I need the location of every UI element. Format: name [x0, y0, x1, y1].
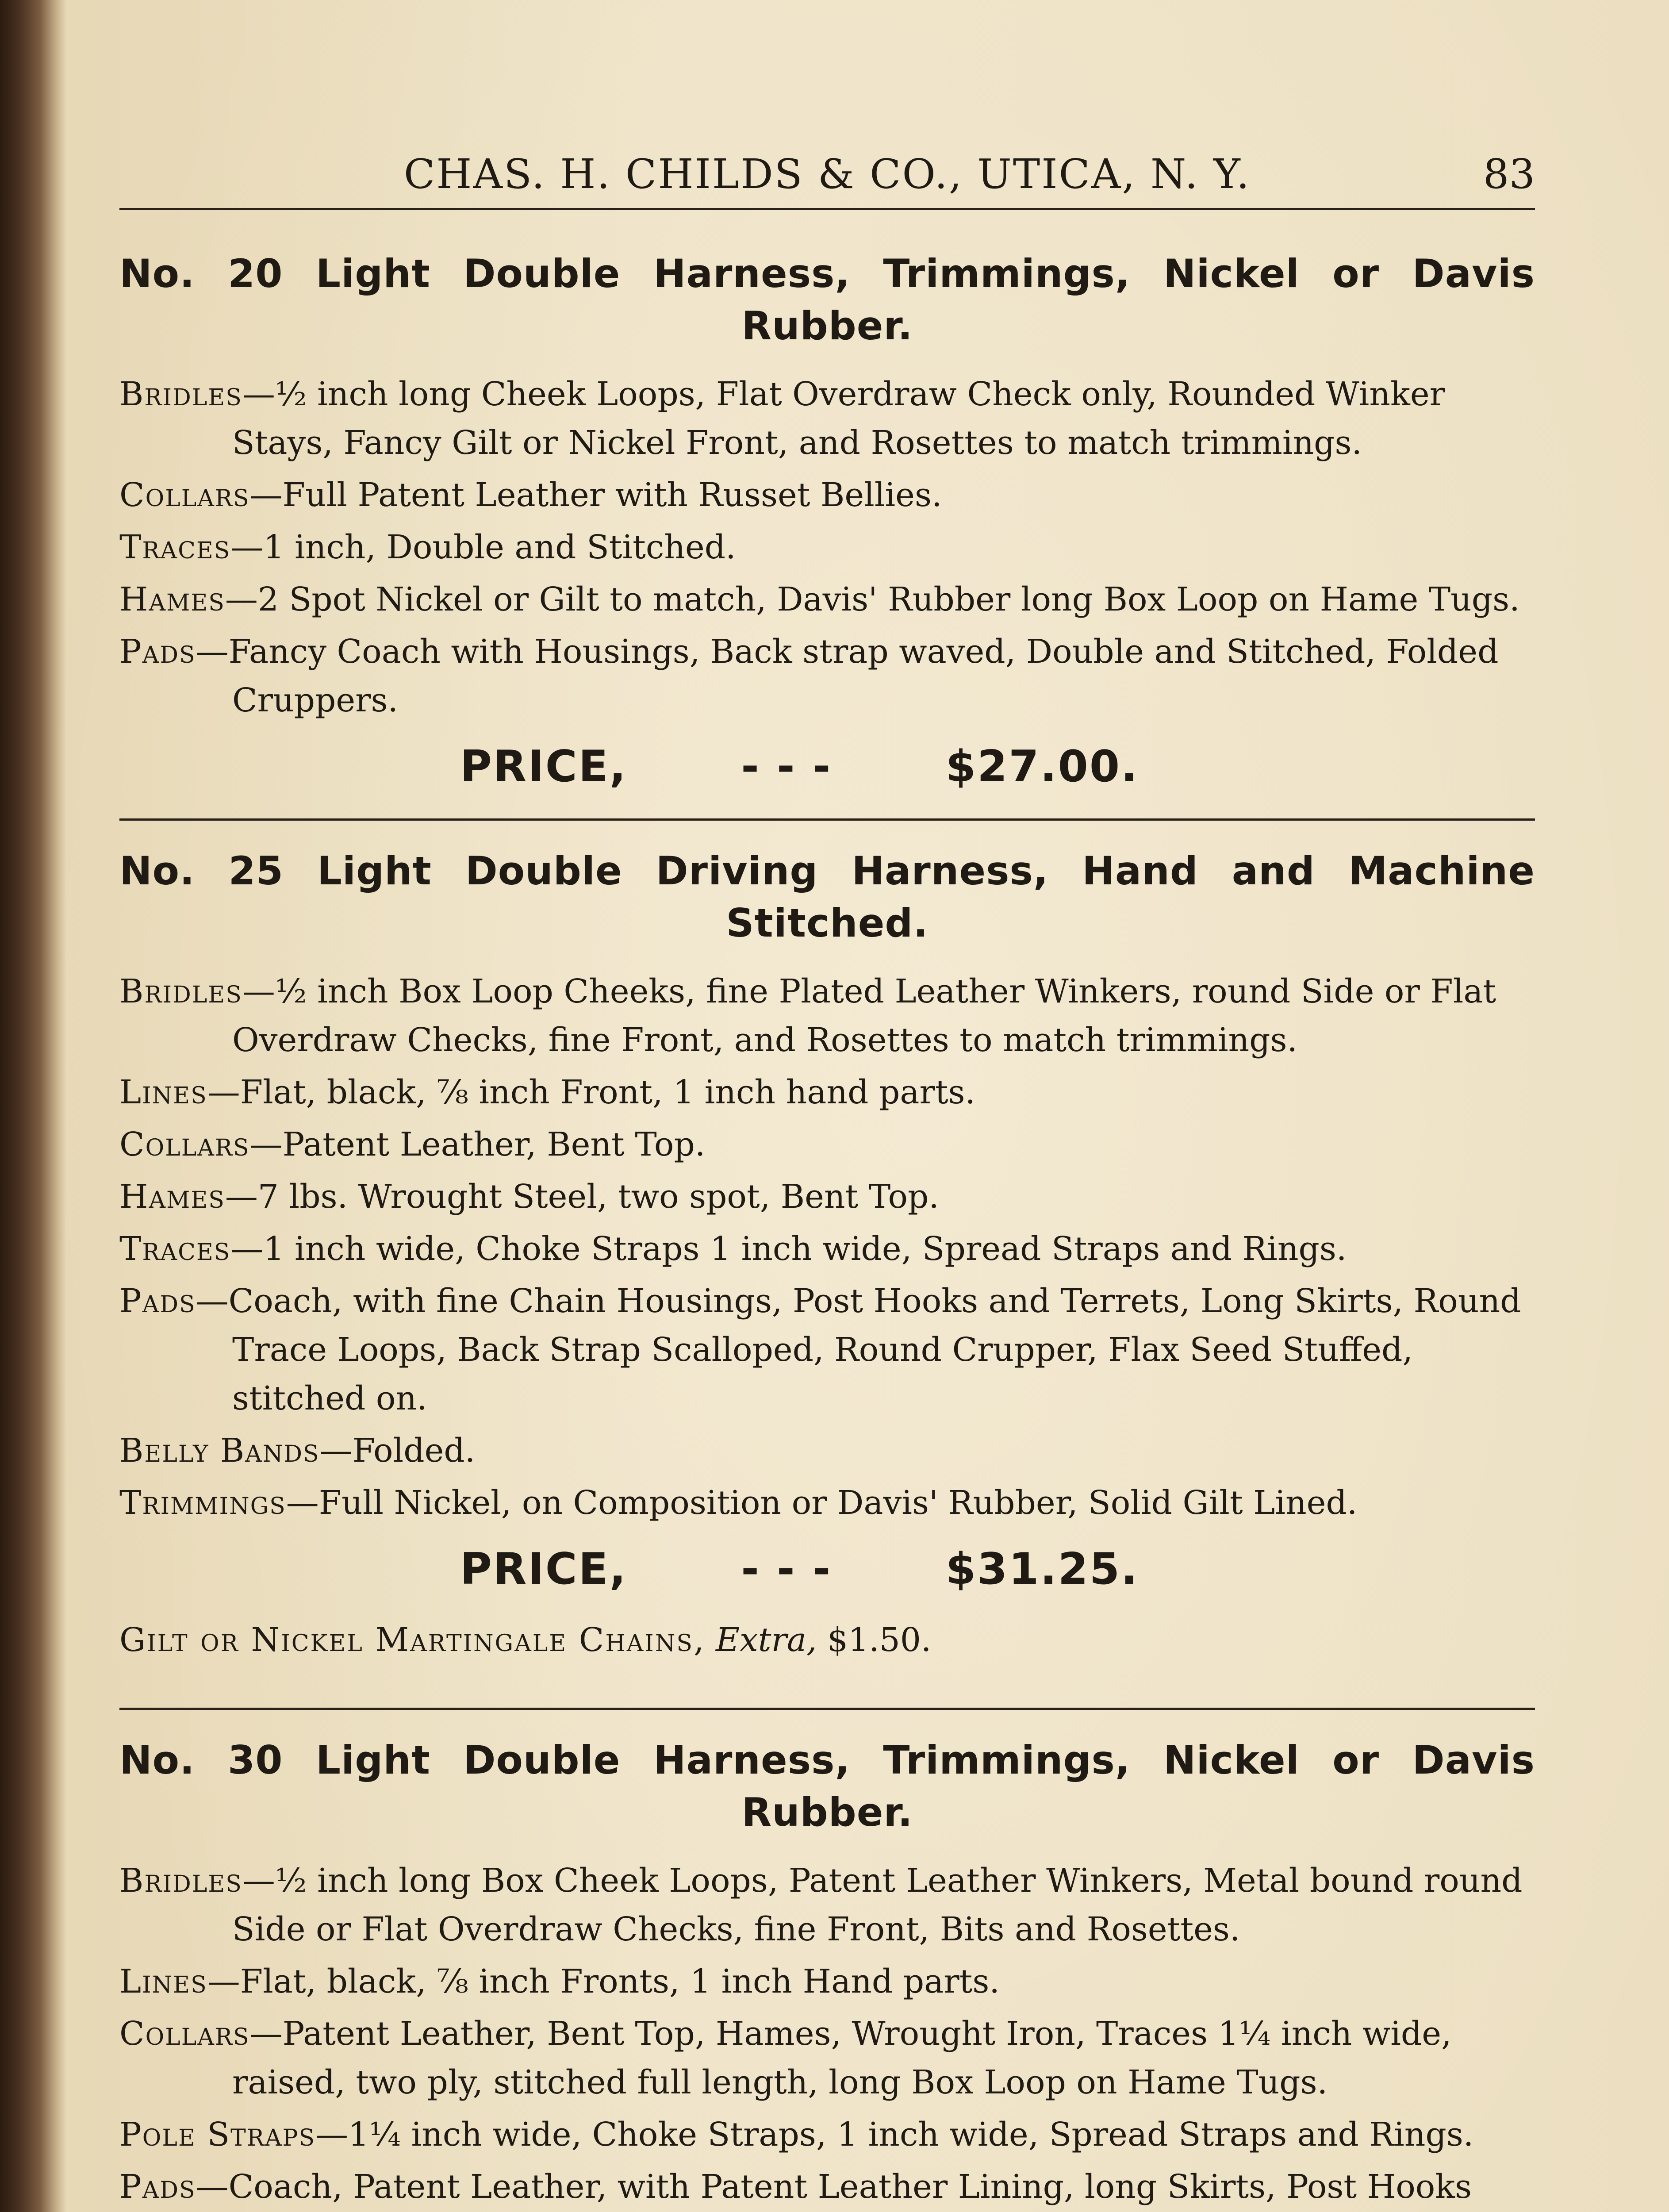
- spec-term: Hames: [119, 1178, 225, 1216]
- spec-item-bridles: [119, 1856, 1535, 1954]
- extra-price: $1.50.: [827, 1621, 932, 1659]
- section-divider: [119, 818, 1535, 821]
- spec-item-bridles: [119, 967, 1535, 1064]
- spec-text: —½ inch long Cheek Loops, Flat Overdraw Check only, Rounded Winker Stays, Fancy Gilt or Nickel Front, and Rosettes to match trimmings.: [232, 375, 1445, 462]
- spec-term: Bridles: [119, 1862, 242, 1900]
- spec-term: Bridles: [119, 972, 242, 1010]
- spec-item-hames: [119, 1172, 1535, 1221]
- spec-text: —Patent Leather, Bent Top, Hames, Wrought Iron, Traces 1¼ inch wide, raised, two ply, stitched full length, long Box Loop on Hame Tugs.: [232, 2015, 1452, 2101]
- spec-term: Collars: [119, 1125, 250, 1164]
- spec-text: —Coach, with fine Chain Housings, Post Hooks and Terrets, Long Skirts, Round Trace Loops, Back Strap Scalloped, Round Crupper, Flax Seed Stuffed, stitched on.: [196, 1282, 1521, 1417]
- spec-item-pads: [119, 1277, 1535, 1423]
- spec-text: —1¼ inch wide, Choke Straps, 1 inch wide, Spread Straps and Rings.: [315, 2116, 1474, 2154]
- price-dashes: - - -: [741, 741, 832, 792]
- spec-term: Lines: [119, 1962, 207, 2001]
- spec-item-belly-bands: [119, 1426, 1535, 1475]
- spec-text: —1 inch wide, Choke Straps 1 inch wide, Spread Straps and Rings.: [230, 1230, 1347, 1268]
- spec-text: —Coach, Patent Leather, with Patent Leather Lining, long Skirts, Post Hooks: [196, 2168, 1472, 2206]
- spec-item-pads: [119, 2162, 1535, 2212]
- spec-item-collars: [119, 471, 1535, 519]
- spec-item-bridles: [119, 370, 1535, 467]
- section-heading: No. 25 Light Double Driving Harness, Hand and Machine Stitched.: [119, 848, 1535, 946]
- spec-text: —½ inch Box Loop Cheeks, fine Plated Leather Winkers, round Side or Flat Overdraw Checks, fine Front, and Rosettes to match trimmings.: [232, 972, 1496, 1059]
- extra-martingale-note: [119, 1616, 1535, 1664]
- page-number: 83: [1483, 150, 1535, 198]
- spec-term: Belly Bands: [119, 1432, 320, 1470]
- spec-term: Traces: [119, 528, 231, 566]
- spec-term: Collars: [119, 476, 250, 514]
- spec-term: Pads: [119, 2168, 196, 2206]
- section-heading: No. 30 Light Double Harness, Trimmings, Nickel or Davis Rubber.: [119, 1737, 1535, 1835]
- harness-section-no-20: [119, 248, 1535, 795]
- price-label: PRICE,: [460, 741, 627, 792]
- spec-item-lines: [119, 1068, 1535, 1117]
- book-binding-edge: [0, 0, 66, 2212]
- spec-text: —Full Nickel, on Composition or Davis' Rubber, Solid Gilt Lined.: [286, 1484, 1358, 1522]
- spec-text: —Flat, black, ⅞ inch Fronts, 1 inch Hand parts.: [207, 1962, 1000, 2001]
- spec-item-traces: [119, 1225, 1535, 1273]
- spec-text: —7 lbs. Wrought Steel, two spot, Bent Top.: [225, 1178, 939, 1216]
- spec-item-pole-straps: [119, 2110, 1535, 2159]
- section-heading: No. 20 Light Double Harness, Trimmings, Nickel or Davis Rubber.: [119, 251, 1535, 349]
- spec-term: Pads: [119, 1282, 196, 1320]
- extra-label: Extra,: [716, 1621, 817, 1659]
- price-label: PRICE,: [460, 1544, 627, 1594]
- spec-term: Lines: [119, 1073, 207, 1111]
- spec-term: Collars: [119, 2015, 250, 2053]
- harness-section-no-30: [119, 1734, 1535, 2212]
- spec-item-lines: [119, 1957, 1535, 2006]
- price-line: [460, 738, 1535, 795]
- spec-item-traces: [119, 523, 1535, 572]
- spec-item-collars: [119, 1120, 1535, 1169]
- price-dashes: - - -: [741, 1544, 832, 1594]
- spec-item-trimmings: [119, 1479, 1535, 1527]
- spec-text: —1 inch, Double and Stitched.: [230, 528, 736, 566]
- spec-term: Bridles: [119, 375, 242, 413]
- page-header: [119, 146, 1535, 208]
- spec-item-hames: [119, 575, 1535, 624]
- spec-item-pads: [119, 627, 1535, 725]
- spec-term: Pole Straps: [119, 2116, 316, 2154]
- spec-text: —2 Spot Nickel or Gilt to match, Davis' Rubber long Box Loop on Hame Tugs.: [225, 580, 1520, 618]
- header-rule: [119, 208, 1535, 210]
- spec-text: —Folded.: [319, 1432, 476, 1470]
- spec-text: —Flat, black, ⅞ inch Front, 1 inch hand parts.: [207, 1073, 976, 1111]
- header-title: CHAS. H. CHILDS & CO., UTICA, N. Y.: [403, 150, 1251, 198]
- price-amount: $31.25.: [945, 1544, 1139, 1594]
- spec-term: Trimmings: [119, 1484, 286, 1522]
- section-divider: [119, 1708, 1535, 1710]
- spec-text: —½ inch long Box Cheek Loops, Patent Leather Winkers, Metal bound round Side or Flat Overdraw Checks, fine Front, Bits and Rosettes.: [232, 1862, 1523, 1948]
- spec-term: Hames: [119, 580, 225, 618]
- extra-term: Gilt or Nickel Martingale Chains,: [119, 1621, 706, 1659]
- spec-term: Pads: [119, 633, 196, 671]
- spec-text: —Patent Leather, Bent Top.: [249, 1125, 706, 1164]
- spec-term: Traces: [119, 1230, 231, 1268]
- spec-text: —Full Patent Leather with Russet Bellies.: [249, 476, 942, 514]
- price-amount: $27.00.: [945, 741, 1139, 792]
- price-line: [460, 1540, 1535, 1598]
- spec-text: —Fancy Coach with Housings, Back strap waved, Double and Stitched, Folded Cruppers.: [196, 633, 1499, 719]
- harness-section-no-25: [119, 845, 1535, 1697]
- spec-item-collars: [119, 2009, 1535, 2107]
